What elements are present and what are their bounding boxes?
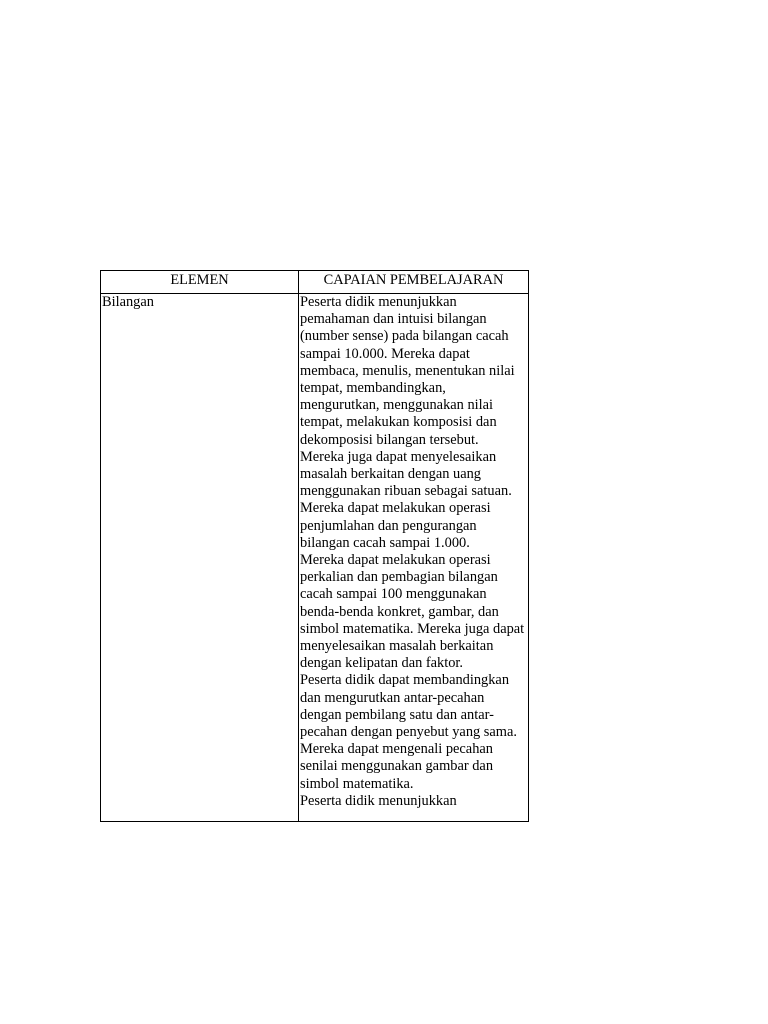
capaian-pembelajaran-table xyxy=(100,270,529,822)
capaian-cell xyxy=(299,294,529,822)
table-header-row xyxy=(101,271,529,294)
capaian-paragraph: Mereka juga dapat menyelesaikan masalah berkaitan dengan uang menggunakan ribuan sebagai satuan. xyxy=(300,448,512,500)
table-row xyxy=(101,294,529,822)
header-capaian-pembelajaran: CAPAIAN PEMBELAJARAN xyxy=(299,271,529,294)
capaian-paragraph: Peserta didik menunjukkan xyxy=(300,792,457,809)
capaian-paragraph: Mereka dapat melakukan operasi perkalian dan pembagian bilangan cacah sampai 100 menggunakan benda-benda konkret, gambar, dan simbol matematika. Mereka juga dapat menyelesaikan masalah berkaitan dengan kelipatan dan faktor. xyxy=(300,552,525,672)
capaian-text-block xyxy=(300,294,528,821)
header-elemen: ELEMEN xyxy=(101,271,299,294)
capaian-paragraph: Mereka dapat melakukan operasi penjumlahan dan pengurangan bilangan cacah sampai 1.000. xyxy=(300,500,491,551)
capaian-paragraph: Peserta didik menunjukkan pemahaman dan intuisi bilangan (number sense) pada bilangan cacah sampai 10.000. Mereka dapat membaca, menulis, menentukan nilai tempat, membandingkan, mengurutkan, menggunakan nilai tempat, melakukan komposisi dan dekomposisi bilangan tersebut. xyxy=(300,294,515,448)
capaian-paragraph: Peserta didik dapat membandingkan dan mengurutkan antar-pecahan dengan pembilang satu dan antar-pecahan dengan penyebut yang sama. Mereka dapat mengenali pecahan senilai menggunakan gambar dan simbol matematika. xyxy=(300,672,517,792)
elemen-cell: Bilangan xyxy=(101,294,299,822)
